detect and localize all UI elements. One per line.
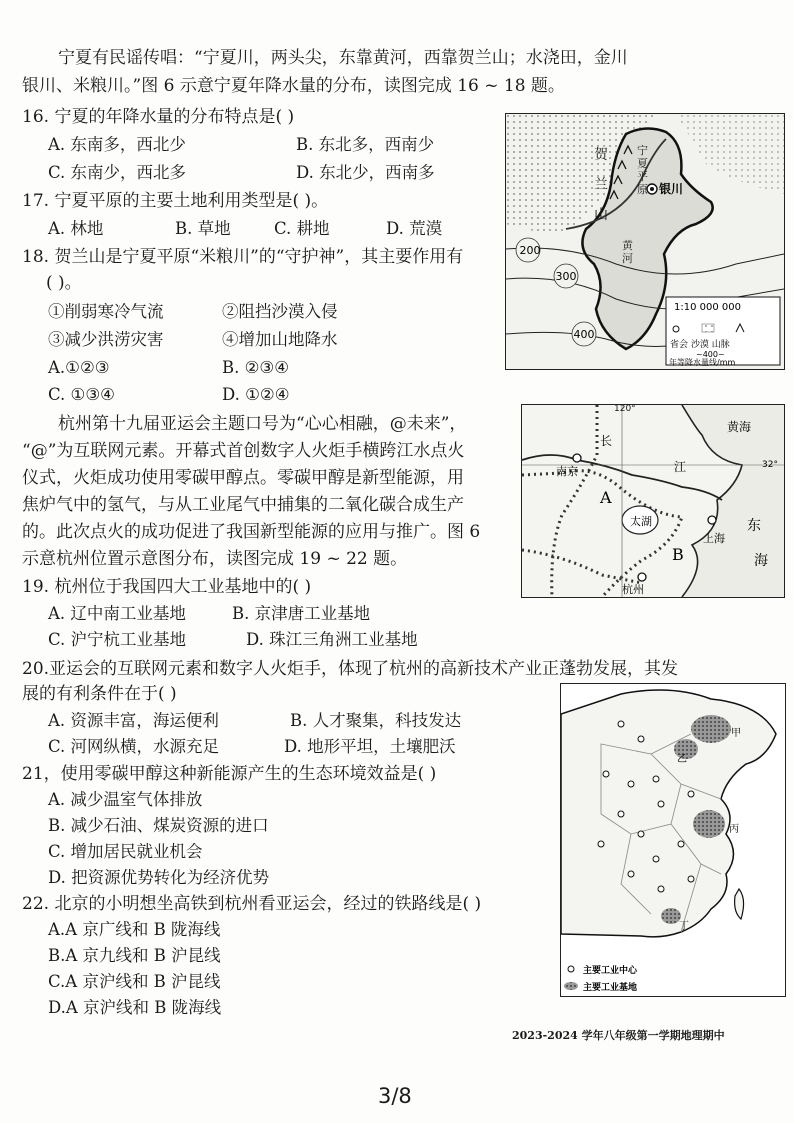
q22-option-c[interactable]: C.A 京沪线和 B 沪昆线 (48, 972, 221, 991)
intro2-line3: 仪式，火炬成功使用零碳甲醇点。零碳甲醇是新型能源，用 (22, 468, 464, 488)
q17-option-b[interactable]: B. 草地 (175, 219, 231, 238)
svg-text:银川: 银川 (659, 182, 684, 196)
intro2-line6: 示意杭州位置示意图分布，读图完成 19 ~ 22 题。 (22, 549, 408, 569)
svg-text:江: 江 (674, 460, 687, 474)
svg-text:乙: 乙 (677, 754, 687, 765)
ningxia-precipitation-map (505, 113, 785, 370)
q22-option-b[interactable]: B.A 京九线和 B 沪昆线 (48, 946, 221, 965)
intro2-line1: 杭州第十九届亚运会主题口号为“心心相融，@未来”， (58, 414, 467, 434)
intro1-line2: 银川、米粮川。”图 6 示意宁夏年降水量的分布，读图完成 16 ~ 18 题。 (22, 76, 565, 96)
page-number: 3/8 (378, 1084, 412, 1108)
q18-option-a[interactable]: A.①②③ (48, 358, 110, 377)
hangzhou-icon (638, 573, 646, 581)
svg-text:300: 300 (555, 270, 577, 283)
q22-option-a[interactable]: A.A 京广线和 B 陇海线 (48, 920, 221, 939)
svg-text:长: 长 (600, 434, 613, 448)
shanghai-icon (708, 516, 716, 524)
base-huning-hang (693, 810, 725, 838)
svg-text:32°: 32° (762, 460, 778, 470)
svg-text:400: 400 (573, 328, 595, 341)
q22-stem: 22. 北京的小明想坐高铁到杭州看亚运会，经过的铁路线是( ) (22, 894, 482, 914)
q17-option-a[interactable]: A. 林地 (48, 219, 104, 238)
q16-option-d[interactable]: D. 东北少，西南多 (296, 163, 435, 182)
q19-option-a[interactable]: A. 辽中南工业基地 (48, 604, 186, 623)
q21-option-d[interactable]: D. 把资源优势转化为经济优势 (48, 868, 270, 887)
q18-item-4: ④增加山地降水 (222, 330, 338, 349)
q17-option-d[interactable]: D. 荒漠 (386, 219, 443, 238)
svg-text:1:10 000 000: 1:10 000 000 (674, 302, 741, 313)
svg-text:东: 东 (747, 518, 761, 534)
base-zhujiang (661, 908, 681, 924)
q18-item-2: ②阻挡沙漠入侵 (222, 302, 338, 321)
hangzhou-location-map (521, 404, 785, 598)
q16-stem: 16. 宁夏的年降水量的分布特点是( ) (22, 107, 295, 127)
svg-text:杭州: 杭州 (622, 583, 644, 596)
q18-option-c[interactable]: C. ①③④ (48, 385, 115, 404)
intro2-line2: “@”为互联网元素。开幕式首创数字人火炬手横跨江水点火 (22, 441, 465, 461)
svg-text:南京: 南京 (556, 465, 578, 478)
q21-option-c[interactable]: C. 增加居民就业机会 (48, 842, 203, 861)
intro1-line1: 宁夏有民谣传唱：“宁夏川，两头尖，东靠黄河，西靠贺兰山；水浇田，金川 (58, 48, 628, 68)
q20-option-a[interactable]: A. 资源丰富，海运便利 (48, 711, 219, 730)
industrial-base-map (560, 683, 786, 997)
longitude-label: 120° (614, 404, 636, 414)
q18-item-3: ③减少洪涝灾害 (48, 330, 164, 349)
q18-item-1: ①削弱寒冷气流 (48, 302, 164, 321)
q19-stem: 19. 杭州位于我国四大工业基地中的( ) (22, 577, 312, 597)
q21-stem: 21，使用零碳甲醇这种新能源产生的生态环境效益是( ) (22, 764, 437, 784)
svg-text:~400~: ~400~ (696, 350, 725, 359)
q17-stem: 17. 宁夏平原的主要土地利用类型是( )。 (22, 191, 329, 211)
q20-option-b[interactable]: B. 人才聚集，科技发达 (290, 711, 462, 730)
q18-stem: 18. 贺兰山是宁夏平原“米粮川”的“守护神”，其主要作用有 (22, 247, 464, 267)
q22-option-d[interactable]: D.A 京沪线和 B 陇海线 (48, 998, 222, 1017)
svg-text:年等降水量线/mm: 年等降水量线/mm (669, 358, 736, 367)
q20-option-c[interactable]: C. 河网纵横，水源充足 (48, 737, 220, 756)
intro2-line5: 的。此次点火的成功促进了我国新型能源的应用与推广。图 6 (22, 522, 481, 542)
svg-text:黄海: 黄海 (727, 420, 752, 434)
q20-option-d[interactable]: D. 地形平坦，土壤肥沃 (284, 737, 456, 756)
q18-stem-blank: ( )。 (46, 273, 82, 293)
q19-option-b[interactable]: B. 京津唐工业基地 (232, 604, 371, 623)
svg-text:丁: 丁 (679, 921, 689, 932)
svg-text:丙: 丙 (729, 824, 739, 835)
q20-stem-line2: 展的有利条件在于( ) (22, 684, 177, 704)
river-label: 黄河 (622, 239, 633, 265)
base-liaozhongnan (691, 715, 731, 743)
svg-text:上海: 上海 (703, 532, 725, 545)
svg-text:海: 海 (754, 553, 768, 569)
mountain-label: 贺兰山 (594, 147, 608, 223)
q21-option-b[interactable]: B. 减少石油、煤炭资源的进口 (48, 816, 269, 835)
q16-option-c[interactable]: C. 东南少，西北多 (48, 163, 187, 182)
svg-text:200: 200 (519, 244, 541, 257)
q16-option-b[interactable]: B. 东北多，西南少 (296, 135, 435, 154)
footer-text: 2023-2024 学年八年级第一学期地理期中 (512, 1029, 725, 1042)
svg-text:甲: 甲 (731, 728, 741, 739)
q20-stem: 20.亚运会的互联网元素和数字人火炬手，体现了杭州的高新技术产业正蓬勃发展，其发 (22, 659, 679, 679)
plain-label: 宁夏平原 (637, 144, 648, 196)
svg-text:太湖: 太湖 (630, 515, 652, 528)
svg-text:A: A (600, 488, 612, 507)
nanjing-icon (573, 454, 581, 462)
svg-text:B: B (672, 545, 684, 564)
svg-text:省会 沙漠 山脉: 省会 沙漠 山脉 (670, 340, 730, 350)
svg-text:主要工业基地: 主要工业基地 (583, 983, 638, 993)
q18-option-d[interactable]: D. ①②④ (222, 385, 290, 404)
q17-option-c[interactable]: C. 耕地 (274, 219, 330, 238)
q19-option-d[interactable]: D. 珠江三角洲工业基地 (246, 630, 418, 649)
svg-text:主要工业中心: 主要工业中心 (583, 966, 638, 976)
q16-option-a[interactable]: A. 东南多，西北少 (48, 135, 186, 154)
q19-option-c[interactable]: C. 沪宁杭工业基地 (48, 630, 187, 649)
q21-option-a[interactable]: A. 减少温室气体排放 (48, 790, 203, 809)
q18-option-b[interactable]: B. ②③④ (222, 358, 289, 377)
intro2-line4: 焦炉气中的氢气，与从工业尾气中捕集的二氧化碳合成生产 (22, 495, 464, 515)
